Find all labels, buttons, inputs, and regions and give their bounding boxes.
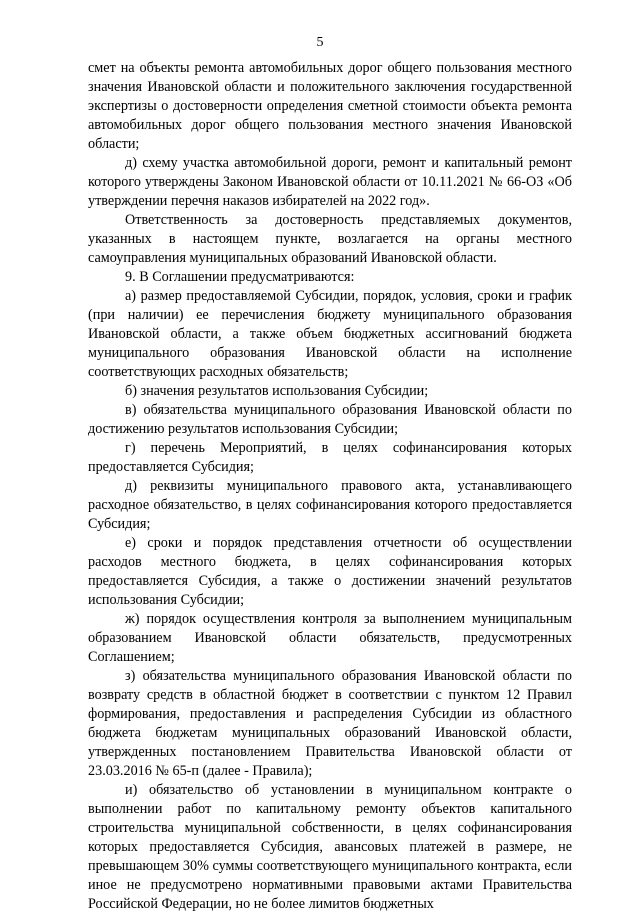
paragraph-item-b: б) значения результатов использования Субсидии; [125,383,429,399]
paragraph-item-g: г) перечень Мероприятий, в целях софинансирования которых предоставляется Субсидия; [88,440,572,475]
paragraph-item-d-road-scheme: д) схему участка автомобильной дороги, ремонт и капитальный ремонт которого утверждены Законом Ивановской области от 10.11.2021 № 66-ОЗ «Об утверждении перечня наказов избирателей на 2022 год». [88,155,572,209]
page-number: 5 [316,35,324,50]
paragraph-continuation: смет на объекты ремонта автомобильных дорог общего пользования местного значения Ивановской области и положительного заключения государственной экспертизы о достоверности определения сметной стоимости объекта ремонта автомобильных дорог общего пользования местного значения Ивановской области; [88,60,572,152]
paragraph-item-z: з) обязательства муниципального образования Ивановской области по возврату средств в областной бюджет в соответствии с пунктом 12 Правил формирования, предоставления и распределения Субсидии из областного бюджета бюджетам муниципальных образований Ивановской области, утвержденных постановлением Правительства Ивановской области от 23.03.2016 № 65-п (далее - Правила); [88,668,572,779]
paragraph-item-zh: ж) порядок осуществления контроля за выполнением муниципальным образованием Ивановской области обязательств, предусмотренных Соглашением; [88,611,572,665]
document-body [88,59,572,914]
paragraph-item-e: е) сроки и порядок представления отчетности об осуществлении расходов местного бюджета, в целях софинансирования которых предоставляется Субсидия, а также о достижении значений результатов использования Субсидии; [88,535,572,608]
paragraph-item-i: и) обязательство об установлении в муниципальном контракте о выполнении работ по капитальному ремонту объектов капитального строительства муниципальной собственности, в целях софинансирования которых предоставляется Субсидия, авансовых платежей в размере, не превышающем 30% суммы соответствующего муниципального контракта, если иное не предусмотрено нормативными правовыми актами Правительства Российской Федерации, но не более лимитов бюджетных [88,782,572,912]
paragraph-responsibility: Ответственность за достоверность представляемых документов, указанных в настоящем пункте, возлагается на органы местного самоуправления муниципальных образований Ивановской области. [88,212,572,266]
paragraph-section-9-heading: 9. В Соглашении предусматриваются: [125,269,355,285]
paragraph-item-v: в) обязательства муниципального образования Ивановской области по достижению результатов использования Субсидии; [88,402,572,437]
paragraph-item-a: а) размер предоставляемой Субсидии, порядок, условия, сроки и график (при наличии) ее перечисления бюджету муниципального образования Ивановской области, а также объем бюджетных ассигнований бюджета муниципального образования Ивановской области на исполнение соответствующих расходных обязательств; [88,288,572,380]
paragraph-item-d: д) реквизиты муниципального правового акта, устанавливающего расходное обязательство, в целях софинансирования которого предоставляется Субсидия; [88,478,572,532]
